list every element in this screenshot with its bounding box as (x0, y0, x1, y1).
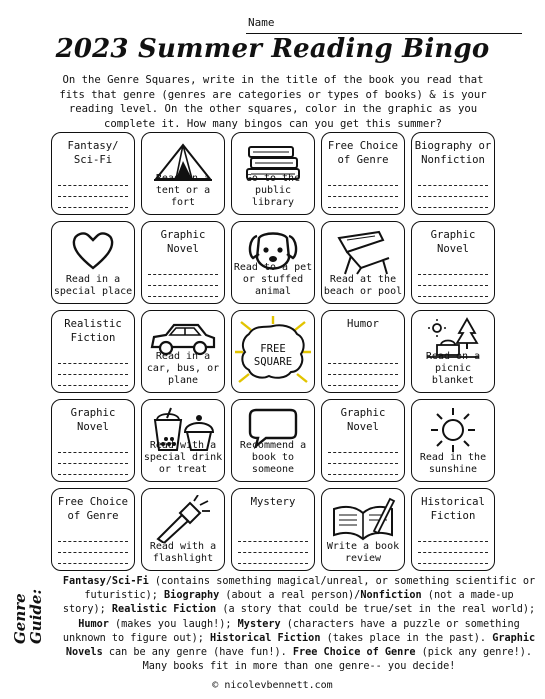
write-in-lines[interactable] (58, 175, 128, 208)
genre-label: Free Choice of Genre (327, 140, 399, 166)
write-in-lines[interactable] (58, 353, 128, 386)
genre-square-biography-or-nonfiction[interactable] (411, 132, 495, 215)
genre-label: Realistic Fiction (64, 318, 122, 344)
write-in-lines[interactable] (238, 531, 308, 564)
free-square-label: FREE SQUARE (253, 343, 293, 368)
genre-label: Graphic Novel (70, 407, 116, 433)
write-in-lines[interactable] (418, 531, 488, 564)
genre-label: Humor (347, 318, 379, 330)
genre-square-graphic-novel[interactable] (141, 221, 225, 304)
activity-caption: Read with a special drink or treat (143, 440, 223, 475)
activity-square-recommend-a-book-to-someone[interactable] (231, 399, 315, 482)
genre-label: Graphic Novel (160, 229, 206, 255)
genre-label: Graphic Novel (340, 407, 386, 433)
activity-square-read-with-a-special-drink-or-treat[interactable] (141, 399, 225, 482)
guide-definition: (not a made-up story); (62, 590, 514, 616)
activity-caption: Read to a pet or stuffed animal (233, 262, 313, 297)
genre-square-free-choice-of-genre[interactable] (51, 488, 135, 571)
intro-text: On the Genre Squares, write in the title of the book you read that fits that genre (genres are categories or types of books) & is your reading level. On the other squares, color in the graphic as you complete it. How many bingos can you get this summer? (59, 74, 487, 130)
activity-square-read-in-a-car-bus-or-plane[interactable] (141, 310, 225, 393)
genre-label: Biography or Nonfiction (414, 140, 492, 166)
activity-caption: Recommend a book to someone (239, 440, 307, 475)
activity-caption: Read in a tent or a fort (155, 173, 211, 208)
bingo-grid (51, 132, 495, 573)
activity-caption: Read at the beach or pool (323, 274, 403, 297)
genre-label: Free Choice of Genre (57, 496, 129, 522)
write-in-lines[interactable] (418, 264, 488, 297)
guide-definition: can be any genre (have fun!). (102, 647, 293, 659)
name-field[interactable] (246, 14, 522, 34)
genre-square-humor[interactable] (321, 310, 405, 393)
activity-caption: Read in a car, bus, or plane (146, 351, 220, 386)
guide-term: Free Choice of Genre (292, 647, 416, 659)
guide-term: Nonfiction (360, 590, 422, 602)
activity-caption: Read in a special place (53, 274, 133, 297)
guide-term: Humor (78, 618, 109, 630)
genre-square-mystery[interactable] (231, 488, 315, 571)
free-square[interactable] (231, 310, 315, 393)
activity-square-read-at-the-beach-or-pool[interactable] (321, 221, 405, 304)
activity-square-read-in-a-tent-or-a-fort[interactable] (141, 132, 225, 215)
activity-caption: Read in the sunshine (419, 452, 487, 475)
genre-label: Mystery (250, 496, 296, 508)
genre-square-fantasy-sci-fi[interactable] (51, 132, 135, 215)
activity-square-read-in-a-special-place[interactable] (51, 221, 135, 304)
genre-square-graphic-novel[interactable] (321, 399, 405, 482)
copyright-footer: © nicolevbennett.com (212, 680, 333, 691)
activity-square-read-with-a-flashlight[interactable] (141, 488, 225, 571)
genre-square-graphic-novel[interactable] (411, 221, 495, 304)
activity-caption: Write a book review (326, 541, 400, 564)
activity-caption: Read on a picnic blanket (425, 351, 481, 386)
page-title: 2023 Summer Reading Bingo (55, 34, 490, 64)
genre-square-graphic-novel[interactable] (51, 399, 135, 482)
genre-square-historical-fiction[interactable] (411, 488, 495, 571)
activity-square-read-to-a-pet-or-stuffed-animal[interactable] (231, 221, 315, 304)
activity-caption: Read with a flashlight (149, 541, 217, 564)
write-in-lines[interactable] (58, 531, 128, 564)
write-in-lines[interactable] (418, 175, 488, 208)
guide-term: Fantasy/Sci-Fi (62, 576, 149, 587)
guide-definition: (takes place in the past). (320, 632, 493, 644)
guide-definition: (pick any genre!). Many books fit in more than one genre-- you decide! (142, 647, 533, 673)
guide-definition: (a story that could be true/set in the real world); (216, 604, 536, 616)
genre-label: Graphic Novel (430, 229, 476, 255)
activity-square-read-in-the-sunshine[interactable] (411, 399, 495, 482)
activity-square-write-a-book-review[interactable] (321, 488, 405, 571)
guide-definition: (makes you laugh!); (108, 618, 238, 630)
activity-caption: Go to the public library (245, 173, 301, 208)
guide-term: Biography (164, 590, 220, 602)
guide-definition: (about a real person)/ (219, 590, 361, 602)
genre-square-realistic-fiction[interactable] (51, 310, 135, 393)
guide-definition: (characters have a puzzle or something unknown to figure out); (62, 618, 520, 644)
name-label: Name (248, 16, 275, 29)
genre-guide-text (62, 575, 536, 674)
genre-guide-heading: Genre Guide: (11, 589, 45, 644)
guide-term: Historical Fiction (210, 632, 321, 644)
write-in-lines[interactable] (58, 442, 128, 475)
genre-label: Historical Fiction (421, 496, 485, 522)
genre-label: Fantasy/ Sci-Fi (67, 140, 119, 166)
write-in-lines[interactable] (328, 175, 398, 208)
write-in-lines[interactable] (328, 442, 398, 475)
write-in-lines[interactable] (328, 353, 398, 386)
guide-term: Graphic Novels (65, 632, 536, 659)
write-in-lines[interactable] (148, 264, 218, 297)
activity-square-read-on-a-picnic-blanket[interactable] (411, 310, 495, 393)
activity-square-go-to-the-public-library[interactable] (231, 132, 315, 215)
guide-term: Mystery (237, 618, 281, 630)
guide-term: Realistic Fiction (111, 604, 217, 616)
genre-square-free-choice-of-genre[interactable] (321, 132, 405, 215)
guide-definition: (contains something magical/unreal, or something scientific or futuristic); (84, 576, 536, 602)
